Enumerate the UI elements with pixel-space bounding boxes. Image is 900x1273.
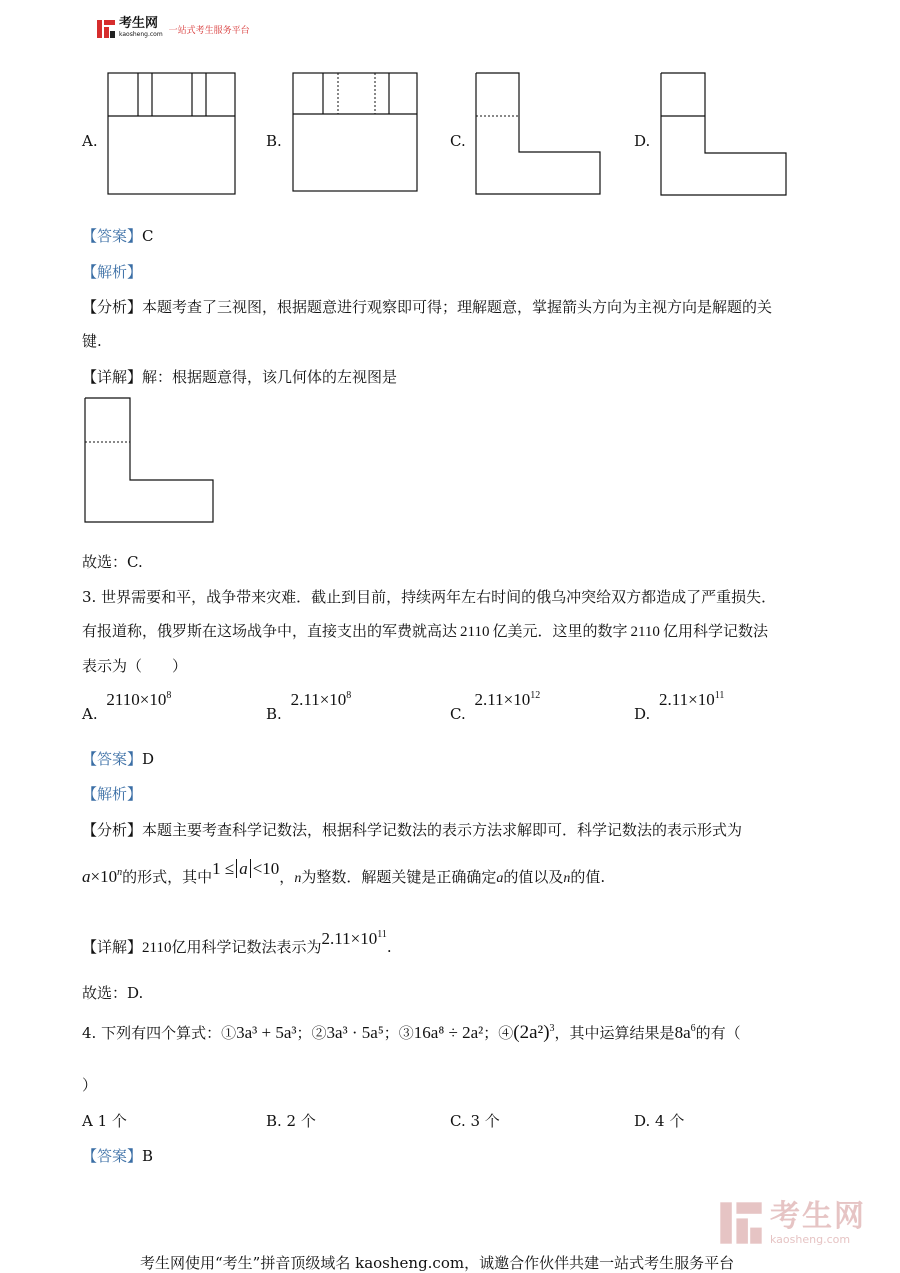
watermark-logo-icon xyxy=(718,1200,764,1246)
answer-value: B xyxy=(142,1147,154,1165)
math-base: 2.11×10 xyxy=(321,929,378,948)
answer-value: C xyxy=(142,227,154,245)
q4-text: ，其中运算结果是 xyxy=(554,1024,675,1042)
math-op: <10 xyxy=(252,859,280,878)
q3-conclusion: 故选：D. xyxy=(82,984,144,1002)
q4-expr-1: 3a³ + 5a³ xyxy=(236,1023,297,1042)
q2-option-a-label: A. xyxy=(82,132,98,150)
math-op: ×10 xyxy=(90,867,118,886)
q3-fenxi xyxy=(82,819,742,840)
q4-text: ；③ xyxy=(383,1024,414,1042)
q2-option-a-figure xyxy=(107,72,237,196)
fenxi-label: 【分析】 xyxy=(82,821,143,839)
q4-option-b: B. 2 个 xyxy=(266,1112,316,1130)
q3-number: 2110 xyxy=(142,940,172,956)
q3-form-line xyxy=(82,859,606,887)
q4-text: 4. 下列有四个算式：① xyxy=(82,1024,237,1042)
q4-expr-2: 3a³ · 5a⁵ xyxy=(326,1023,384,1042)
option-math xyxy=(106,690,171,709)
q3-xiangjie xyxy=(82,928,392,956)
q3-option-a xyxy=(82,690,172,723)
q3-text: 为整数．解题关键是正确确定 xyxy=(301,868,497,886)
math-op: 1 ≤ xyxy=(212,859,235,878)
q3-text: 亿美元．这里的数字 xyxy=(492,622,628,640)
q2-fenxi-cont: 键. xyxy=(82,332,102,350)
q3-number: 2110 xyxy=(460,624,490,640)
xiangjie-label: 【详解】 xyxy=(82,368,143,386)
math-exp: 11 xyxy=(377,929,387,940)
q3-number: 2110 xyxy=(630,624,660,640)
q4-answer xyxy=(82,1145,153,1166)
option-label: B. xyxy=(266,705,282,723)
answer-label: 【答案】 xyxy=(82,227,143,245)
header-domain: kaosheng.com xyxy=(119,31,163,38)
answer-label: 【答案】 xyxy=(82,750,143,768)
option-math xyxy=(291,690,352,709)
answer-value: D xyxy=(142,750,155,768)
q3-option-c xyxy=(450,690,541,723)
q2-conclusion: 故选：C. xyxy=(82,553,143,571)
q2-option-d-figure xyxy=(660,72,788,197)
math-var: a xyxy=(496,871,504,886)
xiangjie-text: 解：根据题意得，该几何体的左视图是 xyxy=(142,368,398,386)
q3-analysis-label: 【解析】 xyxy=(82,785,143,803)
xiangjie-label: 【详解】 xyxy=(82,938,143,956)
option-exp: 8 xyxy=(166,690,172,701)
header-logo xyxy=(96,18,250,40)
math-var: a xyxy=(239,859,248,878)
q4-stem xyxy=(82,1022,741,1044)
q3-stem-line2 xyxy=(82,620,768,641)
option-exp: 11 xyxy=(714,690,725,701)
xiangjie-math xyxy=(321,929,386,948)
q3-stem-line3: 表示为（ ） xyxy=(82,657,188,675)
q4-option-a: A 1 个 xyxy=(82,1112,127,1130)
math-var: n xyxy=(563,871,571,886)
q4-target xyxy=(675,1023,696,1042)
option-base: 2110×10 xyxy=(106,690,167,709)
footer-watermark xyxy=(718,1200,866,1246)
q4-expr-3: 16a⁸ ÷ 2a² xyxy=(413,1023,484,1042)
answer-label: 【答案】 xyxy=(82,1147,143,1165)
q4-option-d: D. 4 个 xyxy=(634,1112,685,1130)
option-label: A. xyxy=(82,705,98,723)
watermark-brand: 考生网 xyxy=(770,1198,866,1234)
q2-answer xyxy=(82,225,154,246)
math-base: (2a²) xyxy=(513,1022,550,1043)
fenxi-text: 本题考查了三视图，根据题意进行观察即可得；理解题意，掌握箭头方向为主视方向是解题的关 xyxy=(142,298,773,316)
math-var: n xyxy=(294,871,302,886)
option-label: D. xyxy=(634,705,651,723)
q2-option-c-figure xyxy=(475,72,602,196)
q4-text: ；② xyxy=(296,1024,327,1042)
q3-text: 亿用科学记数法 xyxy=(662,622,768,640)
header-slogan: 一站式考生服务平台 xyxy=(168,25,250,36)
option-exp: 12 xyxy=(530,690,541,701)
option-math xyxy=(475,690,541,709)
option-base: 2.11×10 xyxy=(290,690,347,709)
math-var: n xyxy=(117,867,123,878)
q2-xiangjie xyxy=(82,366,397,387)
option-exp: 8 xyxy=(346,690,352,701)
q3-answer xyxy=(82,748,154,769)
q2-option-c-label: C. xyxy=(450,132,466,150)
q3-text: ， xyxy=(279,868,295,886)
q4-text: 的有（ xyxy=(695,1024,741,1042)
footer-text: 考生网使用“考生”拼音顶级域名 kaosheng.com，诚邀合作伙伴共建一站式考生服务平台 xyxy=(140,1254,735,1272)
watermark-domain: kaosheng.com xyxy=(770,1232,851,1246)
math-base: 8a xyxy=(674,1023,691,1042)
q2-left-view-figure xyxy=(84,397,215,524)
q3-option-b xyxy=(266,690,352,723)
option-label: C. xyxy=(450,705,466,723)
q2-option-b-label: B. xyxy=(266,132,282,150)
q3-text: 有报道称，俄罗斯在这场战争中，直接支出的军费就高达 xyxy=(82,622,458,640)
q3-text: 的值. xyxy=(570,868,606,886)
q2-analysis-label: 【解析】 xyxy=(82,263,143,281)
q4-text: ；④ xyxy=(483,1024,514,1042)
q2-option-d-label: D. xyxy=(634,132,651,150)
q3-stem-line1: 3. 世界需要和平，战争带来灾难．截止到目前，持续两年左右时间的俄乌冲突给双方都造成了严重损失． xyxy=(82,588,777,606)
q3-text: 的值以及 xyxy=(503,868,564,886)
option-base: 2.11×10 xyxy=(474,690,531,709)
q2-option-b-figure xyxy=(292,72,419,193)
q3-text: 亿用科学记数法表示为 xyxy=(171,938,322,956)
option-math xyxy=(659,690,724,709)
fenxi-text: 本题主要考查科学记数法，根据科学记数法的表示方法求解即可．科学记数法的表示形式为 xyxy=(142,821,743,839)
q4-stem-close: ） xyxy=(82,1076,98,1094)
math-exp: 6 xyxy=(690,1023,696,1034)
q2-fenxi xyxy=(82,296,772,317)
q3-text: 的形式，其中 xyxy=(122,868,213,886)
q4-option-c: C. 3 个 xyxy=(450,1112,500,1130)
fenxi-label: 【分析】 xyxy=(82,298,143,316)
q3-option-d xyxy=(634,690,725,723)
math-exp: 3 xyxy=(549,1023,555,1034)
option-base: 2.11×10 xyxy=(659,690,715,709)
q3-text: . xyxy=(386,938,392,956)
math-var: a xyxy=(82,867,91,886)
q4-expr-4 xyxy=(513,1022,554,1043)
header-brand: 考生网 xyxy=(119,16,159,31)
logo-icon xyxy=(96,19,116,39)
